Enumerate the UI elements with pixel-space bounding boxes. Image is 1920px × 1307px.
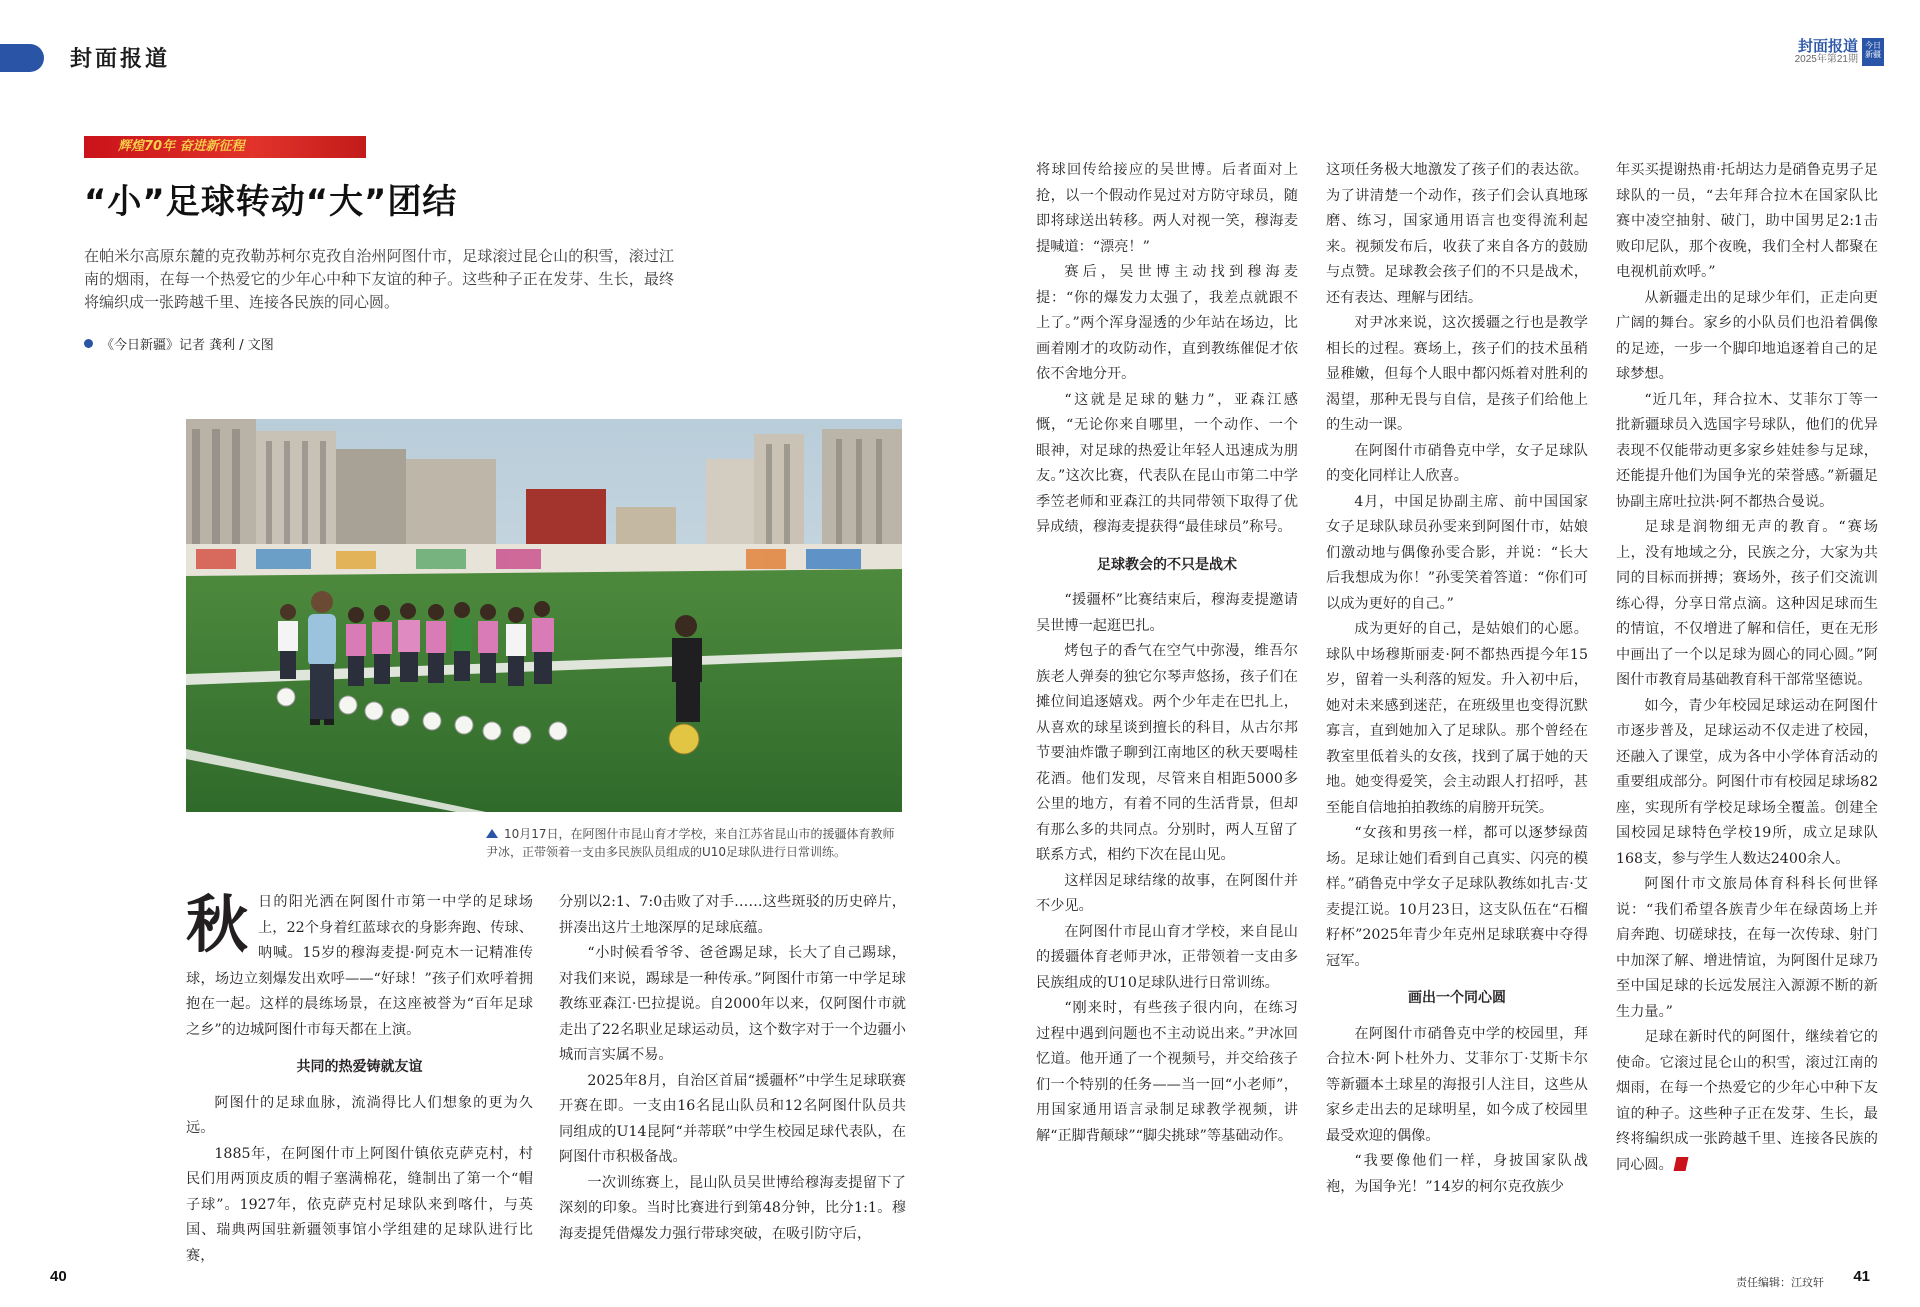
paragraph: 如今，青少年校园足球运动在阿图什市逐步普及，足球运动不仅走进了校园，还融入了课堂，成为各中小学体育活动的重要组成部分。阿图什市有校园足球场82座，实现所有学校足球场全覆盖。创建全国校园足球特色学校19所，成立足球队168支，参与学生人数达2400余人。 — [1616, 697, 1878, 867]
paragraph: 烤包子的香气在空气中弥漫，维吾尔族老人弹奏的独它尔琴声悠扬，孩子们在摊位间追逐嬉戏。两个少年走在巴扎上，从喜欢的球星谈到擅长的科目，从古尔邦节要油炸馓子聊到江南地区的秋天要喝桂花酒。他们发现，尽管来自相距5000多公里的地方，有着不同的生活背景，但却有那么多的共同点。分别时，两人互留了联系方式，相约下次在昆山见。 — [1036, 643, 1298, 863]
page-number-right: 41 — [1853, 1268, 1870, 1285]
article-lead: 在帕米尔高原东麓的克孜勒苏柯尔克孜自治州阿图什市，足球滚过昆仑山的积雪，滚过江南的烟雨，在每一个热爱它的少年心中种下友谊的种子。这些种子正在发芽、生长，最终将编织成一张跨越千里、连接各民族的同心圆。 — [84, 247, 674, 311]
byline-text: 《今日新疆》记者 龚利 / 文图 — [101, 338, 274, 353]
text-column-2 — [559, 890, 906, 1247]
byline-dot-icon — [84, 339, 93, 348]
paragraph: 将球回传给接应的吴世博。后者面对上抢，以一个假动作晃过对方防守球员，随即将球送出转移。两人对视一笑，穆海麦提喊道：“漂亮！” — [1036, 162, 1298, 255]
paragraph: 对尹冰来说，这次援疆之行也是教学相长的过程。赛场上，孩子们的技术虽稍显稚嫩，但每个人眼中都闪烁着对胜利的渴望，那种无畏与自信，是孩子们给他上的生动一课。 — [1326, 315, 1588, 433]
paragraph: 在阿图什市硝鲁克中学，女子足球队的变化同样让人欣喜。 — [1326, 442, 1588, 484]
paragraph: 分别以2:1、7:0击败了对手……这些斑驳的历史碎片，拼凑出这片土地深厚的足球底蕴。 — [559, 894, 906, 936]
paragraph — [1616, 1025, 1878, 1178]
paragraph: 足球是润物细无声的教育。“赛场上，没有地域之分，民族之分，大家为共同的目标而拼搏；赛场外，孩子们交流训练心得，分享日常点滴。这种因足球而生的情谊，不仅增进了解和信任，更在无形中画出了一个以足球为圆心的同心圆。”阿图什市教育局基础教育科干部常坚德说。 — [1616, 519, 1878, 688]
paragraph: “我要像他们一样，身披国家队战袍，为国争光！”14岁的柯尔克孜族少 — [1326, 1153, 1588, 1195]
caption-triangle-icon — [486, 829, 498, 838]
text-column-3 — [1036, 158, 1298, 1149]
paragraph: “刚来时，有些孩子很内向，在练习过程中遇到问题也不主动说出来。”尹冰回忆道。他开通了一个视频号，并交给孩子们一个特别的任务——当一回“小老师”，用国家通用语言录制足球教学视频，讲解“正脚背颠球”“脚尖挑球”等基础动作。 — [1036, 1000, 1298, 1144]
section-label: 封面报道 — [70, 46, 171, 72]
article-end-mark-icon — [1673, 1157, 1688, 1171]
paragraph: 这项任务极大地激发了孩子们的表达欲。为了讲清楚一个动作，孩子们会认真地琢磨、练习，国家通用语言也变得流利起来。视频发布后，收获了来自各方的鼓励与点赞。足球教会孩子们的不只是战术，还有表达、理解与团结。 — [1326, 162, 1588, 306]
paragraph: “小时候看爷爷、爸爸踢足球，长大了自己踢球，对我们来说，踢球是一种传承。”阿图什市第一中学足球教练亚森江·巴拉提说。自2000年以来，仅阿图什市就走出了22名职业足球运动员，这个数字对于一个边疆小城而言实属不易。 — [559, 945, 906, 1063]
text-column-5 — [1616, 158, 1878, 1178]
photo-caption — [486, 825, 906, 861]
paragraph: “女孩和男孩一样，都可以逐梦绿茵场。足球让她们看到自己真实、闪亮的模样。”硝鲁克中学女子足球队教练如扎吉·艾麦提江说。10月23日，这支队伍在“石榴籽杯”2025年青少年克州足球联赛中夺得冠军。 — [1326, 825, 1588, 969]
paragraph: 成为更好的自己，是姑娘们的心愿。球队中场穆斯丽麦·阿不都热西提今年15岁，留着一头利落的短发。升入初中后，她对未来感到迷茫，在班级里也变得沉默寡言，直到她加入了足球队。那个曾经在教室里低着头的女孩，找到了属于她的天地。她变得爱笑，会主动跟人打招呼，甚至能自信地拍拍教练的肩膀开玩笑。 — [1326, 621, 1588, 816]
subheading: 画出一个同心圆 — [1408, 990, 1506, 1006]
paragraph: 从新疆走出的足球少年们，正走向更广阔的舞台。家乡的小队员们也沿着偶像的足迹，一步一个脚印地追逐着自己的足球梦想。 — [1616, 289, 1878, 382]
paragraph: “这就是足球的魅力”，亚森江感慨，“无论你来自哪里，一个动作、一个眼神，对足球的热爱让年轻人迅速成为朋友。”这次比赛，代表队在昆山市第二中学季笠老师和亚森江的共同带领下取得了优异成绩，穆海麦提获得“最佳球员”称号。 — [1036, 391, 1298, 535]
paragraph: “援疆杯”比赛结束后，穆海麦提邀请吴世博一起逛巴扎。 — [1036, 592, 1298, 634]
paragraph-text: 足球在新时代的阿图什，继续着它的使命。它滚过昆仑山的积雪，滚过江南的烟雨，在每一个热爱它的少年心中种下友谊的种子。这些种子正在发芽、生长，最终将编织成一张跨越千里、连接各民族的同心圆。 — [1616, 1029, 1878, 1173]
paragraph: “近几年，拜合拉木、艾菲尔丁等一批新疆球员入选国字号球队，他们的优异表现不仅能带动更多家乡娃娃参与足球，还能提升他们为国争光的荣誉感。”新疆足协副主席吐拉洪·阿不都热合曼说。 — [1616, 391, 1878, 510]
paragraph — [186, 890, 533, 1043]
paragraph: 2025年8月，自治区首届“援疆杯”中学生足球联赛开赛在即。一支由16名昆山队员和12名阿图什队员共同组成的U14昆阿“并蒂联”中学生校园足球代表队，在阿图什市积极备战。 — [559, 1072, 906, 1165]
byline — [84, 334, 274, 353]
paragraph: 4月，中国足协副主席、前中国国家女子足球队球员孙雯来到阿图什市，姑娘们激动地与偶像孙雯合影，并说：“长大后我想成为你！”孙雯笑着答道：“你们可以成为更好的自己。” — [1326, 493, 1588, 612]
football-training-photo — [186, 419, 902, 812]
caption-text: 10月17日，在阿图什市昆山育才学校，来自江苏省昆山市的援疆体育教师尹冰，正带领着一支由多民族队员组成的U10足球队进行日常训练。 — [486, 827, 895, 859]
paragraph: 在阿图什市昆山育才学校，来自昆山的援疆体育老师尹冰，正带领着一支由多民族组成的U10足球队进行日常训练。 — [1036, 923, 1298, 991]
text-column-1 — [186, 890, 533, 1269]
article-photo — [186, 419, 902, 812]
responsible-editor: 责任编辑：江玟轩 — [1736, 1276, 1824, 1289]
section-tab-marker — [0, 44, 44, 72]
paragraph: 1885年，在阿图什市上阿图什镇依克萨克村，村民们用两顶皮质的帽子塞满棉花，缝制出了第一个“帽子球”。1927年，依克萨克村足球队来到喀什，与英国、瑞典两国驻新疆领事馆小学组建的足球队进行比赛， — [186, 1145, 533, 1264]
drop-cap: 秋 — [186, 888, 249, 961]
paragraph-text: 日的阳光洒在阿图什市第一中学的足球场上，22个身着红蓝球衣的身影奔跑、传球、呐喊。15岁的穆海麦提·阿克木一记精准传球，场边立刻爆发出欢呼——“好球！”孩子们欢呼着拥抱在一起。这样的晨练场景，在这座被誉为“百年足球之乡”的边城阿图什市每天都在上演。 — [186, 894, 533, 1038]
brand-logo-box: 今日新疆 — [1862, 38, 1884, 66]
paragraph: 一次训练赛上，昆山队员吴世博给穆海麦提留下了深刻的印象。当时比赛进行到第48分钟，比分1:1。穆海麦提凭借爆发力强行带球突破，在吸引防守后， — [559, 1174, 906, 1242]
subheading: 足球教会的不只是战术 — [1097, 556, 1237, 573]
brand-issue: 2025年第21期 — [1794, 54, 1858, 65]
paragraph: 这样因足球结缘的故事，在阿图什并不少见。 — [1036, 872, 1298, 914]
paragraph: 年买买提谢热甫·托胡达力是硝鲁克男子足球队的一员，“去年拜合拉木在国家队比赛中凌空抽射、破门，助中国男足2:1击败印尼队，那个夜晚，我们全村人都聚在电视机前欢呼。” — [1616, 162, 1878, 280]
paragraph: 赛后，吴世博主动找到穆海麦提：“你的爆发力太强了，我差点就跟不上了。”两个浑身湿透的少年站在场边，比画着刚才的攻防动作，直到教练催促才依依不舍地分开。 — [1036, 264, 1298, 382]
paragraph: 在阿图什市硝鲁克中学的校园里，拜合拉木·阿卜杜外力、艾菲尔丁·艾斯卡尔等新疆本土球星的海报引人注目，这些从家乡走出去的足球明星，如今成了校园里最受欢迎的偶像。 — [1326, 1025, 1588, 1144]
article-title: “小”足球转动“大”团结 — [84, 182, 458, 222]
brand-name: 封面报道 — [1797, 37, 1858, 55]
magazine-brand — [1795, 38, 1884, 66]
paragraph: 阿图什的足球血脉，流淌得比人们想象的更为久远。 — [186, 1094, 533, 1136]
anniversary-banner: 辉煌70年 奋进新征程 — [84, 136, 366, 158]
subheading: 共同的热爱铸就友谊 — [296, 1059, 423, 1075]
paragraph: 阿图什市文旅局体育科科长何世铎说：“我们希望各族青少年在绿茵场上并肩奔跑、切磋球技，在每一次传球、射门中加深了解、增进情谊，为阿图什足球乃至中国足球的长远发展注入源源不断的新生力量。” — [1616, 876, 1878, 1020]
text-column-4 — [1326, 158, 1588, 1200]
page-number-left: 40 — [50, 1268, 67, 1285]
